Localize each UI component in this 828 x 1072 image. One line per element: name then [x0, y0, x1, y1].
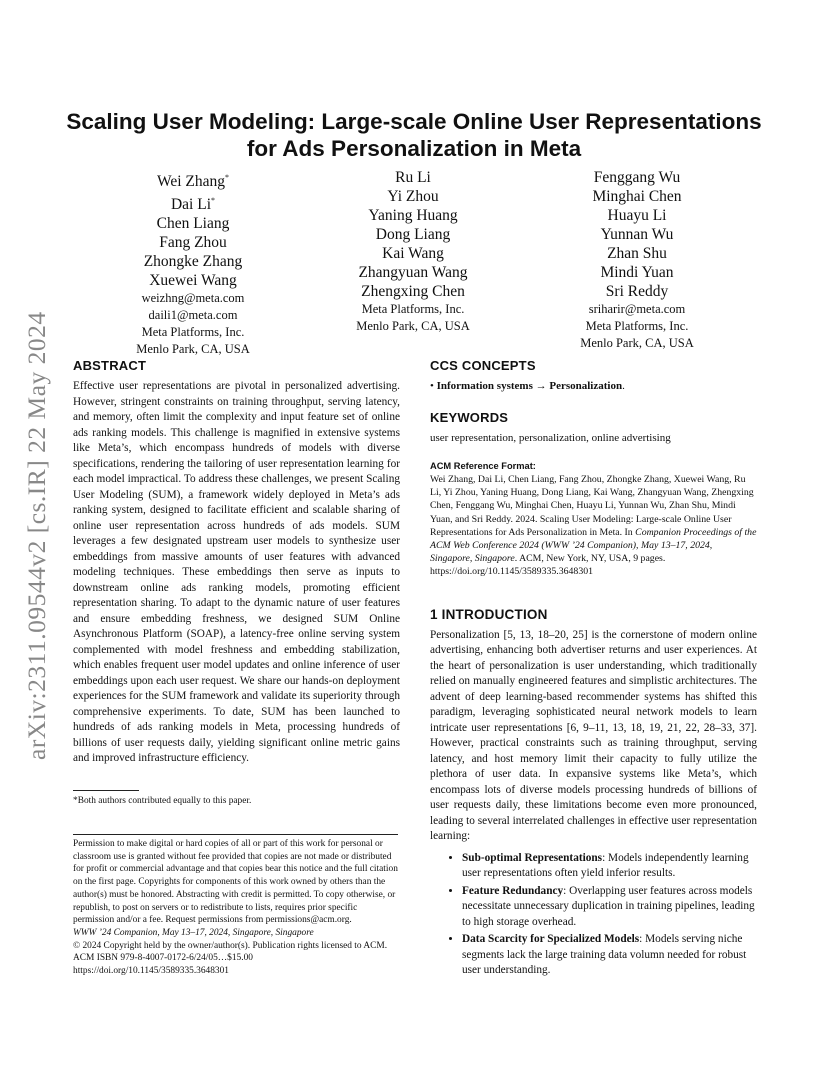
ccs-bullet: • — [430, 380, 434, 392]
permission-text: Permission to make digital or hard copies of all or part of this work for personal or classroom use is granted without fee provided that copies are not made or distributed for profit or commercial advantage and that copies bear this notice and the full citation on the first page. Copyrights for components of this work owned by others than the author(s) must be honored. Abstracting with credit is permitted. To copy otherwise, or republish, to post on servers or to redistribute to lists, requires prior specific permission and/or a fee. Request permissions from permissions@acm.org. — [73, 839, 398, 926]
challenge-list — [430, 851, 757, 979]
challenge-term: Feature Redundancy — [462, 884, 564, 897]
abstract-text: Effective user representations are pivotal in personalized advertising. However, stringent constraints on training throughput, serving latency, and memory, often limit the complexity and input feature set of online ads ranking models. This challenge is magnified in extensive systems like Meta’s, which encompass hundreds of models with diverse specifications, rendering the tailoring of user representation learning for each model impractical. To address these challenges, we present Scaling User Modeling (SUM), a framework widely deployed in Meta’s ads ranking system, designed to facilitate efficient and scalable sharing of online user representation across hundreds of ads models. SUM leverages a few designated upstream user models to synthesize user embeddings from massive amounts of user features with advanced modeling techniques. These embeddings then serve as inputs to downstream online ads ranking models, promoting efficient representation sharing. To adapt to the dynamic nature of user features and ensure embedding freshness, we designed SUM Online Asynchronous Platform (SOAP), a latency-free online serving system complemented with model freshness and embedding stabilization, which enables frequent user model updates and online inference of user embeddings upon each user request. We share our hands-on deployment experiences for the SUM framework and validate its superiority through comprehensive experiments. To date, SUM has been launched to hundreds of ads ranking models in Meta, processing hundreds of billions of user requests daily, yielding significant online metric gains and improved infrastructure efficiency. — [73, 380, 400, 764]
author-location: Menlo Park, CA, USA — [356, 319, 470, 333]
left-column — [73, 358, 400, 767]
ccs-heading: CCS CONCEPTS — [430, 358, 536, 373]
challenge-item — [462, 884, 757, 931]
author-column — [293, 168, 533, 335]
challenge-desc: : Overlapping user features across models necessitate unnecessary duplication in training pipelines, leading to high storage overhead. — [462, 884, 755, 928]
venue-text: WWW ’24 Companion, May 13–17, 2024, Singapore, Singapore — [73, 927, 314, 938]
acm-ref-proceedings: Companion Proceedings of the ACM Web Conference 2024 (WWW ’24 Companion), May 13–17, 2024, Singapore, Singapore — [430, 526, 757, 565]
challenge-desc: : Models serving niche segments lack the large training data volumn needed for robust user understanding. — [462, 933, 747, 977]
author-affiliation: Meta Platforms, Inc. — [141, 325, 245, 340]
copyright-text: © 2024 Copyright held by the owner/author(s). Publication rights licensed to ACM. — [73, 940, 388, 951]
author-name: Zhan Shu — [607, 245, 667, 262]
acm-ref-text — [430, 473, 757, 579]
challenge-desc: : Models independently learning user representations often yield inferior results. — [462, 851, 749, 880]
author-affiliation: Meta Platforms, Inc. — [585, 319, 689, 333]
author-name: Yaning Huang — [368, 207, 458, 224]
footnote — [73, 795, 400, 808]
ccs-period: . — [622, 380, 625, 392]
author-email[interactable]: sriharir@meta.com — [588, 302, 686, 316]
footnote-rule — [73, 790, 139, 791]
permission-rule — [73, 834, 398, 835]
acm-ref-text-b: . ACM, New York, NY, USA, 9 pages. https://doi.org/10.1145/3589335.3648301 — [430, 553, 666, 578]
equal-contribution-mark: * — [211, 196, 216, 206]
arxiv-identifier: arXiv:2311.09544v2 [cs.IR] 22 May 2024 — [22, 311, 51, 760]
isbn-text: ACM ISBN 979-8-4007-0172-6/24/05…$15.00 — [73, 953, 253, 964]
acm-reference — [430, 461, 757, 579]
author-name: Yunnan Wu — [600, 226, 674, 243]
challenge-term: Data Scarcity for Specialized Models — [462, 933, 640, 946]
acm-ref-heading: ACM Reference Format: — [430, 461, 536, 471]
author-location: Menlo Park, CA, USA — [136, 342, 250, 357]
author-name: Xuewei Wang — [149, 272, 237, 290]
author-name: Zhangyuan Wang — [358, 264, 468, 281]
author-column — [73, 168, 313, 358]
author-name: Ru Li — [395, 169, 431, 186]
keywords-heading: KEYWORDS — [430, 409, 509, 425]
ccs-left: Information systems — [436, 380, 533, 392]
author-location: Menlo Park, CA, USA — [580, 336, 694, 350]
author-name: Minghai Chen — [592, 188, 682, 205]
author-name: Chen Liang — [156, 215, 230, 233]
author-name: Dong Liang — [375, 226, 451, 243]
author-name: Zhengxing Chen — [361, 283, 465, 300]
introduction-heading: 1 INTRODUCTION — [430, 606, 548, 622]
doi-link[interactable]: https://doi.org/10.1145/3589335.3648301 — [73, 966, 229, 977]
author-name: Wei Zhang* — [156, 173, 230, 191]
equal-contribution-mark: * — [225, 173, 230, 182]
introduction-text: Personalization [5, 13, 18–20, 25] is the cornerstone of modern online advertising, enhancing both advertiser returns and user experiences. At the heart of personalization is user understanding, which traditionally relied on manually engineered features and simplistic architectures. The advent of deep learning-based recommender systems has shifted this paradigm, leveraging sophisticated neural network models to learn intricate user representations [6, 9–11, 13, 18, 19, 21, 22, 28–33, 37]. However, practical constraints such as training throughput, serving latency, and host memory limit their capacity to fully utilize the plethora of user data. In expansive systems like Meta’s, which encompass lots of diverse models processing hundreds of billions of user requests daily, these limitations become even more pronounced, leading to several interrelated challenges in effective user representation learning: — [430, 628, 757, 843]
ccs-right: Personalization — [549, 380, 623, 392]
author-name: Dai Li* — [170, 196, 216, 214]
author-name: Sri Reddy — [605, 283, 669, 300]
abstract-heading: ABSTRACT — [73, 358, 147, 373]
author-name: Fenggang Wu — [593, 169, 681, 186]
ccs-concepts — [430, 379, 757, 395]
right-column — [430, 358, 757, 981]
author-name: Huayu Li — [607, 207, 667, 224]
permission-block — [73, 838, 400, 978]
acm-ref-text-a: Wei Zhang, Dai Li, Chen Liang, Fang Zhou, Zhongke Zhang, Xuewei Wang, Ru Li, Yi Zhou, Yaning Huang, Dong Liang, Kai Wang, Zhangyuan Wang, Zhengxing Chen, Fenggang Wu, Minghai Chen, Huayu Li, Yunnan Wu, Zhan Shu, Mindi Yuan, and Sri Reddy. 2024. Scaling User Modeling: Large-scale Online User Representations for Ads Personalization in Meta. In — [430, 474, 754, 538]
footnote-text: *Both authors contributed equally to this paper. — [73, 796, 252, 806]
author-name: Yi Zhou — [387, 188, 439, 205]
challenge-item — [462, 932, 757, 979]
author-name: Fang Zhou — [159, 234, 227, 252]
author-column — [517, 168, 757, 352]
author-email[interactable]: weizhng@meta.com — [141, 291, 245, 306]
author-affiliation: Meta Platforms, Inc. — [361, 302, 465, 316]
author-name: Zhongke Zhang — [143, 253, 243, 271]
author-name: Kai Wang — [382, 245, 444, 262]
challenge-term: Sub-optimal Representations — [462, 851, 603, 864]
author-email[interactable]: daili1@meta.com — [148, 308, 238, 323]
challenge-item — [462, 851, 757, 882]
keywords-text: user representation, personalization, online advertising — [430, 431, 671, 444]
ccs-arrow: → — [535, 380, 547, 392]
paper-title: Scaling User Modeling: Large-scale Online User Representations for Ads Personalization in Meta — [66, 109, 762, 161]
author-name: Mindi Yuan — [600, 264, 674, 281]
